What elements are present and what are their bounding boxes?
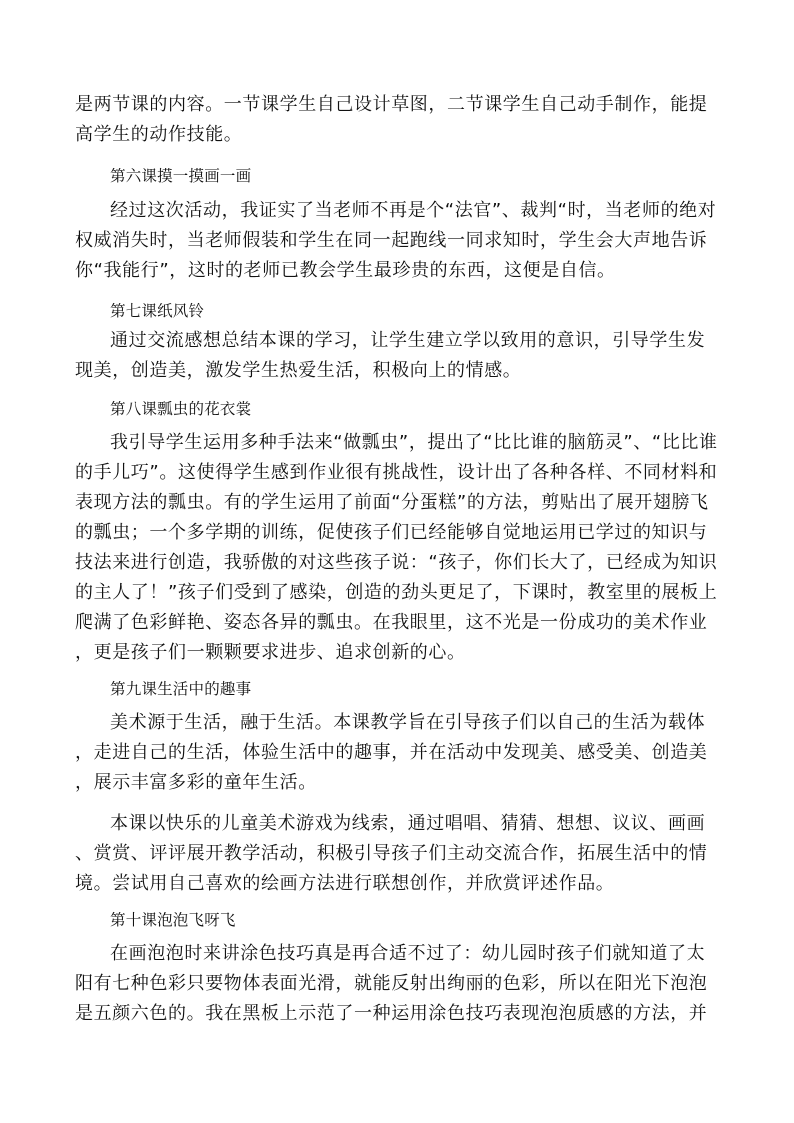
body-line: 的手儿巧”。这使得学生感到作业很有挑战性，设计出了各种各样、不同材料和	[75, 462, 718, 483]
body-line: 高学生的动作技能。	[75, 124, 243, 145]
paragraph-first-line: 经过这次活动，我证实了当老师不再是个“法官”、裁判“时，当老师的绝对	[110, 200, 717, 221]
paragraph-first-line: 在画泡泡时来讲涂色技巧真是再合适不过了：幼儿园时孩子们就知道了太	[110, 943, 706, 964]
paragraph-first-line: 美术源于生活，融于生活。本课教学旨在引导孩子们以自己的生活为载体	[110, 712, 706, 733]
lesson-heading: 第七课纸风铃	[110, 302, 205, 320]
body-line: 阳有七种色彩只要物体表面光滑，就能反射出绚丽的色彩，所以在阳光下泡泡	[75, 973, 708, 994]
body-line: 权威消失时，当老师假装和学生在同一起跑线一同求知时，学生会大声地告诉	[75, 230, 708, 251]
body-line: 、赏赏、评评展开教学活动，积极引导孩子们主动交流合作，拓展生活中的情	[75, 843, 708, 864]
paragraph-first-line: 我引导学生运用多种手法来“做瓢虫”，提出了“比比谁的脑筋灵”、“比比谁	[110, 432, 718, 453]
paragraph-first-line: 通过交流感想总结本课的学习，让学生建立学以致用的意识，引导学生发	[110, 330, 706, 351]
body-line: 爬满了色彩鲜艳、姿态各异的瓢虫。在我眼里，这不光是一份成功的美术作业	[75, 612, 708, 633]
body-line: 境。尝试用自己喜欢的绘画方法进行联想创作，并欣赏评述作品。	[75, 873, 615, 894]
body-line: 技法来进行创造，我骄傲的对这些孩子说：“孩子，你们长大了，已经成为知识	[75, 552, 718, 573]
body-line: 是两节课的内容。一节课学生自己设计草图，二节课学生自己动手制作，能提	[75, 94, 708, 115]
lesson-heading: 第六课摸一摸画一画	[110, 167, 252, 185]
body-line: 是五颜六色的。我在黑板上示范了一种运用涂色技巧表现泡泡质感的方法，并	[75, 1003, 708, 1024]
paragraph-first-line: 本课以快乐的儿童美术游戏为线索，通过唱唱、猜猜、想想、议议、画画	[110, 813, 706, 834]
lesson-heading: 第九课生活中的趣事	[110, 680, 252, 698]
body-line: ，走进自己的生活，体验生活中的趣事，并在活动中发现美、感受美、创造美	[75, 742, 708, 763]
body-line: 表现方法的瓢虫。有的学生运用了前面“分蛋糕”的方法，剪贴出了展开翅膀飞	[75, 492, 709, 513]
body-line: 现美，创造美，激发学生热爱生活，积极向上的情感。	[75, 360, 522, 381]
body-line: ，更是孩子们一颗颗要求进步、追求创新的心。	[75, 642, 466, 663]
body-line: 的主人了！”孩子们受到了感染，创造的劲头更足了，下课时，教室里的展板上	[75, 582, 718, 603]
body-line: 你“我能行”，这时的老师已教会学生最珍贵的东西，这便是自信。	[75, 260, 616, 281]
body-line: 的瓢虫；一个多学期的训练，促使孩子们已经能够自觉地运用已学过的知识与	[75, 522, 708, 543]
lesson-heading: 第八课瓢虫的花衣裳	[110, 400, 252, 418]
lesson-heading: 第十课泡泡飞呀飞	[110, 911, 236, 929]
body-line: ，展示丰富多彩的童年生活。	[75, 772, 317, 793]
